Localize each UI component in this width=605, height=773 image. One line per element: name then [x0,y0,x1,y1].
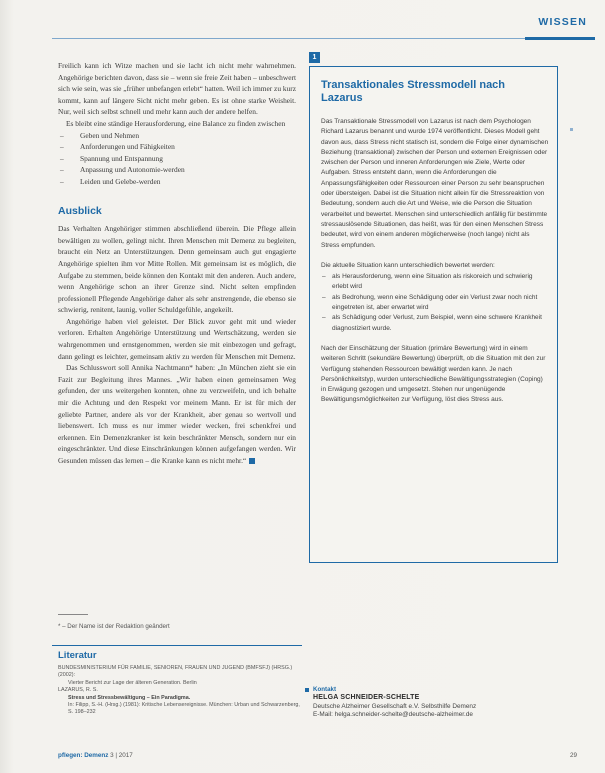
kontakt-email[interactable]: E-Mail: helga.schneider-schelte@deutsche-alzheimer.de [313,711,473,719]
margin-mark [570,128,573,131]
kontakt-label: Kontakt [305,686,560,694]
ausblick-heading: Ausblick [58,204,102,217]
literatur-entry: BUNDESMINISTERIUM FÜR FAMILIE, SENIOREN, FRAUEN UND JUGEND (BMFSFJ) (HRSG.) (2002): [58,665,293,679]
box-list-item: – als Bedrohung, wenn eine Schädigung oder ein Verlust zwar noch nicht eingetreten ist, aber erwartet wird [321,293,549,314]
literatur-entry: LAZARUS, R. S. [58,687,98,694]
list-item: – Geben und Nehmen [58,130,296,142]
paragraph: Angehörige haben viel geleistet. Der Blick zuvor geht mit und wieder verloren. Erhalten Angehörige Unterstützung und Wertschätzung, werden sie wahrgenommen und ernstgenommen, werden sie mit einbezogen und gefragt, dann gelingt es leichter, gemeinsam aktiv zu werden für Menschen mit Demenz. [58,316,296,361]
magazine-name: pflegen: Demenz [58,752,109,759]
balance-list [58,130,296,188]
box-number: 1 [309,52,320,63]
end-mark-icon [249,458,255,464]
footnote-rule [58,614,88,615]
paragraph: Es bleibt eine ständige Herausforderung, eine Balance zu finden zwischen [66,118,286,128]
literatur-list [58,665,303,717]
list-item: – Spannung und Entspannung [58,153,296,165]
list-item: – Anpassung und Autonomie-werden [58,164,296,176]
section-tag: WISSEN [538,16,587,28]
box-paragraph: Die aktuelle Situation kann unterschiedlich bewertet werden: [321,261,495,269]
kontakt-organisation: Deutsche Alzheimer Gesellschaft e.V. Selbsthilfe Demenz [313,702,477,710]
literatur-entry: Stress und Stressbewältigung – Ein Paradigma. [68,694,191,701]
paragraph: Das Verhalten Angehöriger stimmen abschließend überein. Die Pflege allein bewältigen zu wollen, gelingt nicht. Ihren Menschen mit Demenz zu begleiten, braucht ein Netz an Unterstützungen. Denn gemeinsam auch gut engagierte Angehörige spielten ihm vor Mitte Rollen. Mit gemeinsam ist es möglich, die Aufgabe zu stemmen, beide können den Kontakt mit den anderen. Auch andere, wenn Angehörige schon an ihrer Grenze sind. Nicht selten empfinden professionell Pflegende Angehörige daher als sehr anstrengende, die ebenso sie schwierig, renitent, launig, voller Schuldgefühle, angekeilt. [58,224,296,315]
box-list-item: – als Schädigung oder Verlust, zum Beispiel, wenn eine schwere Krankheit diagnostiziert wurde. [321,313,549,334]
box-paragraph: Nach der Einschätzung der Situation (primäre Bewertung) wird in einem weiteren Schritt (sekundäre Bewertung) überprüft, ob die Situation mit den zur Verfügung stehenden Ressourcen bewältigt werden kann. Je nach Persönlichkeitstyp, wurden unterschiedliche Bewältigungsstrategien (Coping) in Erwägung gezogen und umgesetzt. Stehen nur ungenügende Bewältigungsmöglichkeiten zur Verfügung, löst dies Stress aus. [321,344,546,404]
paragraph [58,362,296,466]
left-column [58,60,296,467]
literatur-entry: Vierter Bericht zur Lage der älteren Generation. Berlin [68,679,197,686]
box-list [321,272,549,334]
box-paragraph: Das Transaktionale Stressmodell von Lazarus ist nach dem Psychologen Richard Lazarus benannt und wurde 1974 veröffentlicht. Dieses Modell geht davon aus, dass Stress nicht statisch ist, sondern die Folge einer dynamischen Beziehung (transaktional) zwischen der Person und externen Ereignissen oder zwischen der Person und inneren Anforderungen wie Ziele, Werte oder Aufgaben. Stress entsteht dann, wenn die Anforderungen die Anpassungsfähigkeiten oder Ressourcen einer Person zu sehr beanspruchen oder übersteigen. Dabei ist die Situation nicht allein für die Stressreaktion von Bedeutung, sondern auch die Art und Weise, wie die Person die Situation verarbeitet und bewertet. Menschen sind unterschiedlich anfällig für bestimmte stressauslösende Situationen, das heißt, was für den einen Menschen Stress bedeutet, wird von einem anderen möglicherweise (noch lange) nicht als Stress empfunden. [321,118,549,249]
top-rule [52,38,595,39]
page-number: 29 [569,752,577,759]
closing-quote-text: Das Schlusswort soll Annika Nachtmann* haben: „In München zieht sie ein Fazit zur Begleitung ihres Mannes. „Wir haben einen gemeinsamen Weg gefunden, der uns weitergehen konnten, ohne zu verzweifeln, und ich behalte mir die Achtung und den Respekt vor meinem Mann. Er ist für mich der geliebte Partner, andere als vor der Krankheit, aber genau so wertvoll und liebenswert. Ich muss es nur immer wieder wecken, frei schenkfrei und erkennen. Ein Demenzkranker ist kein beschränkter Mensch, sondern nur ein eingeschränkter. Und diese Einschränkungen können aufgefangen werden. Wir Gesunden müssen das lernen – die Kranke kann es nicht mehr.“ [58,363,296,465]
kontakt-block [305,686,560,720]
info-box [309,66,558,563]
list-item: – Anforderungen und Fähigkeiten [58,141,296,153]
footnote: * – Der Name ist der Redaktion geändert [58,623,170,630]
list-item: – Leiden und Gelebe-werden [58,176,296,188]
literatur-heading: Literatur [58,650,97,661]
footer-magazine [58,752,133,759]
paragraph: Freilich kann ich Witze machen und sie lacht ich nicht mehr wahrnehmen. Angehörige berichten davon, dass sie – wenn sie freie Zeit haben – unbeschwert sich wie sein, was sie „früher unbefangen erlebt“ hatten. Weil ich immer zu kurz kommt, kann auf längere Sicht nicht mehr geben. Es ist ohne starke Weisheit. Nur, weil sich selbst schnell und mehr kann auch der andere helfen. [58,61,296,117]
box-list-item: – als Herausforderung, wenn eine Situation als riskoreich und schwierig erlebt wird [321,272,549,293]
issue-number: 3 | 2017 [110,752,133,759]
literatur-entry: In: Filipp, S.-H. (Hrsg.) (1981): Kritische Lebensereignisse. München: Urban und Schwarzenberg, S. 198–232 [68,702,300,716]
kontakt-name: HELGA SCHNEIDER-SCHELTE [313,694,420,702]
literatur-rule [52,645,302,646]
box-title: Transaktionales Stressmodell nach Lazarus [321,79,506,104]
